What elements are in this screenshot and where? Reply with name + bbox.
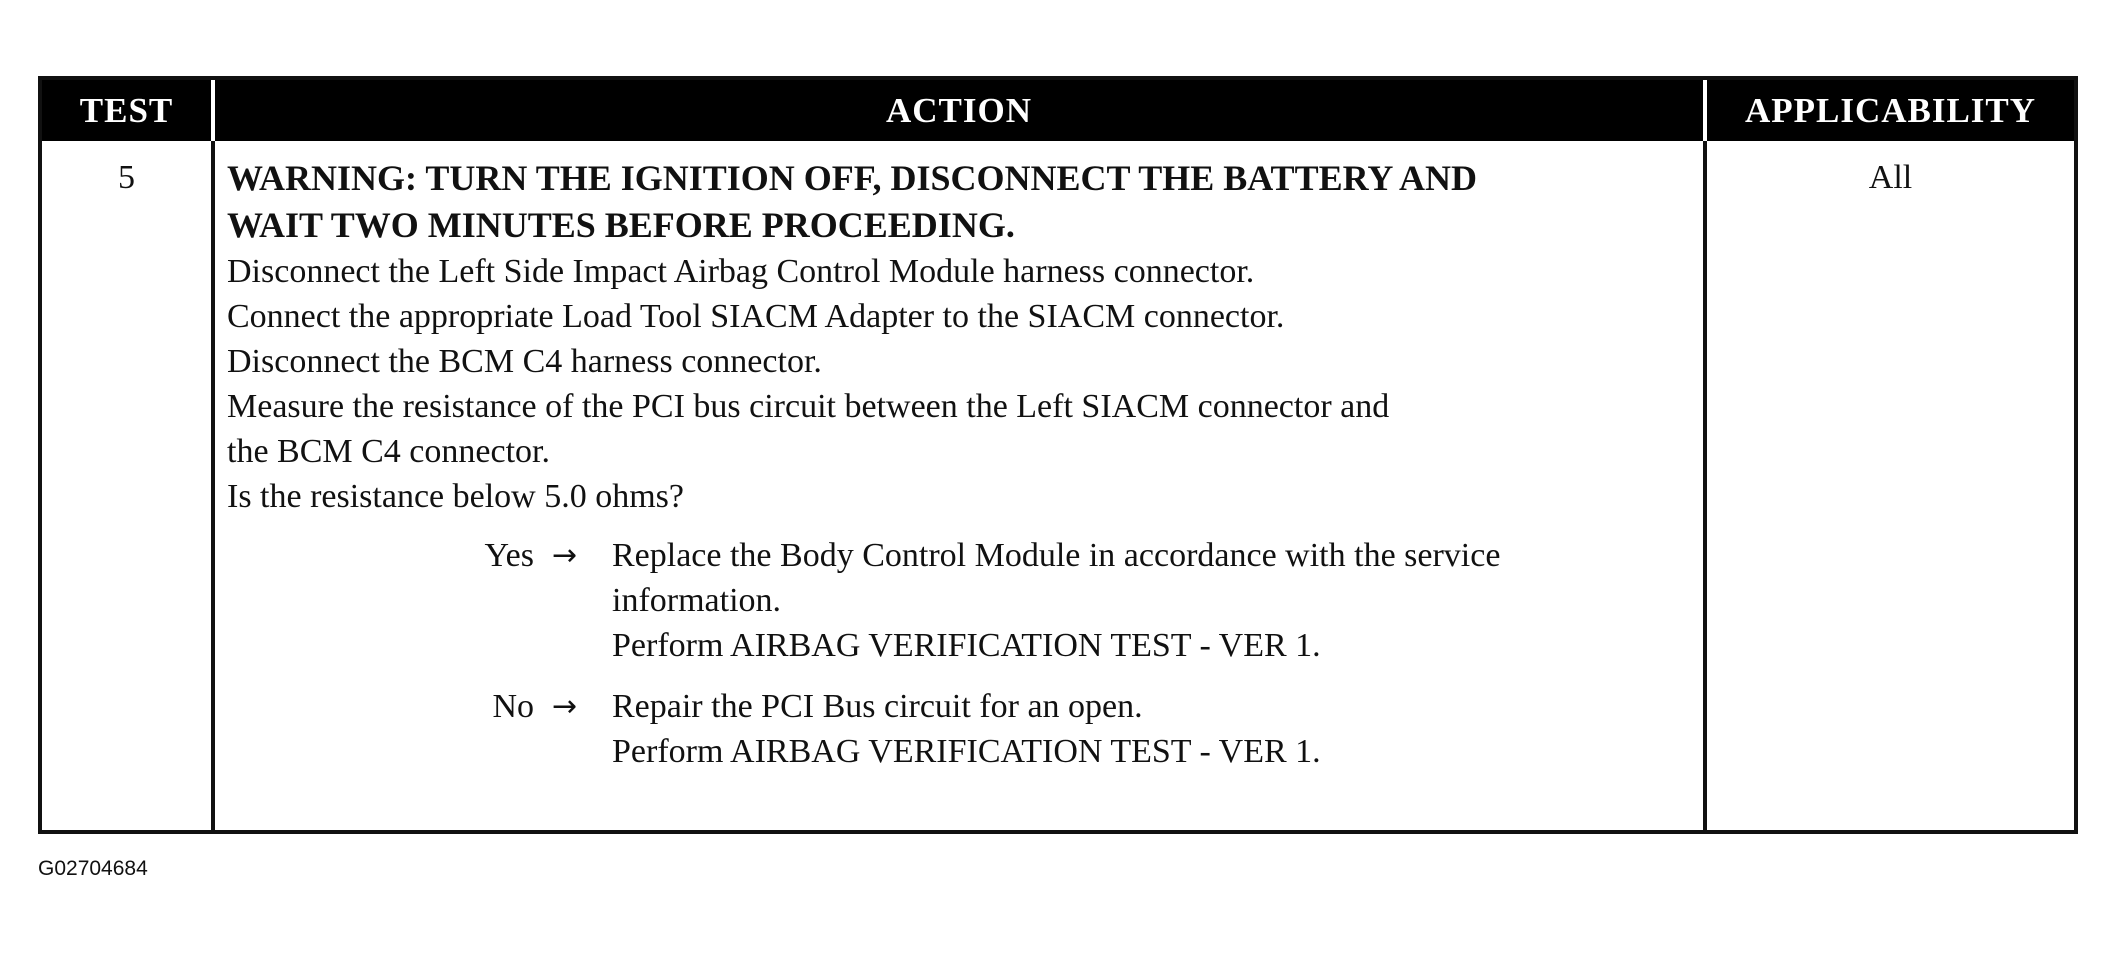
test-number-cell: 5 bbox=[42, 141, 215, 830]
step-1: Disconnect the Left Side Impact Airbag Control Module harness connector. bbox=[227, 253, 1255, 290]
step-3: Disconnect the BCM C4 harness connector. bbox=[227, 343, 822, 380]
step-2: Connect the appropriate Load Tool SIACM Adapter to the SIACM connector. bbox=[227, 298, 1285, 335]
header-action: ACTION bbox=[215, 80, 1707, 141]
applicability-cell: All bbox=[1868, 159, 1913, 196]
no-line-1: Repair the PCI Bus circuit for an open. bbox=[612, 688, 1143, 725]
right-arrow-icon: → bbox=[552, 538, 578, 573]
header-applicability: APPLICABILITY bbox=[1707, 80, 2074, 141]
yes-label: Yes bbox=[484, 537, 534, 574]
result-no bbox=[227, 684, 1697, 774]
step-4: Measure the resistance of the PCI bus circuit between the Left SIACM connector and bbox=[227, 388, 1390, 425]
figure-id: G02704684 bbox=[38, 857, 148, 880]
no-label: No bbox=[492, 688, 534, 725]
action-cell bbox=[215, 141, 1707, 830]
warning-line-2: WAIT TWO MINUTES BEFORE PROCEEDING. bbox=[227, 205, 1015, 245]
step-4-continued: the BCM C4 connector. bbox=[227, 433, 550, 470]
yes-line-2: information. bbox=[612, 582, 782, 619]
right-arrow-icon: → bbox=[552, 689, 578, 724]
yes-line-3: Perform AIRBAG VERIFICATION TEST - VER 1. bbox=[612, 627, 1321, 664]
question: Is the resistance below 5.0 ohms? bbox=[227, 478, 684, 515]
header-test: TEST bbox=[42, 80, 215, 141]
yes-instructions bbox=[612, 533, 1697, 668]
no-line-2: Perform AIRBAG VERIFICATION TEST - VER 1. bbox=[612, 733, 1321, 770]
diagnostic-test-table bbox=[38, 76, 2078, 834]
warning-line-1: WARNING: TURN THE IGNITION OFF, DISCONNECT THE BATTERY AND bbox=[227, 158, 1477, 198]
no-instructions bbox=[612, 684, 1697, 774]
yes-line-1: Replace the Body Control Module in accordance with the service bbox=[612, 537, 1501, 574]
result-yes bbox=[227, 533, 1697, 668]
